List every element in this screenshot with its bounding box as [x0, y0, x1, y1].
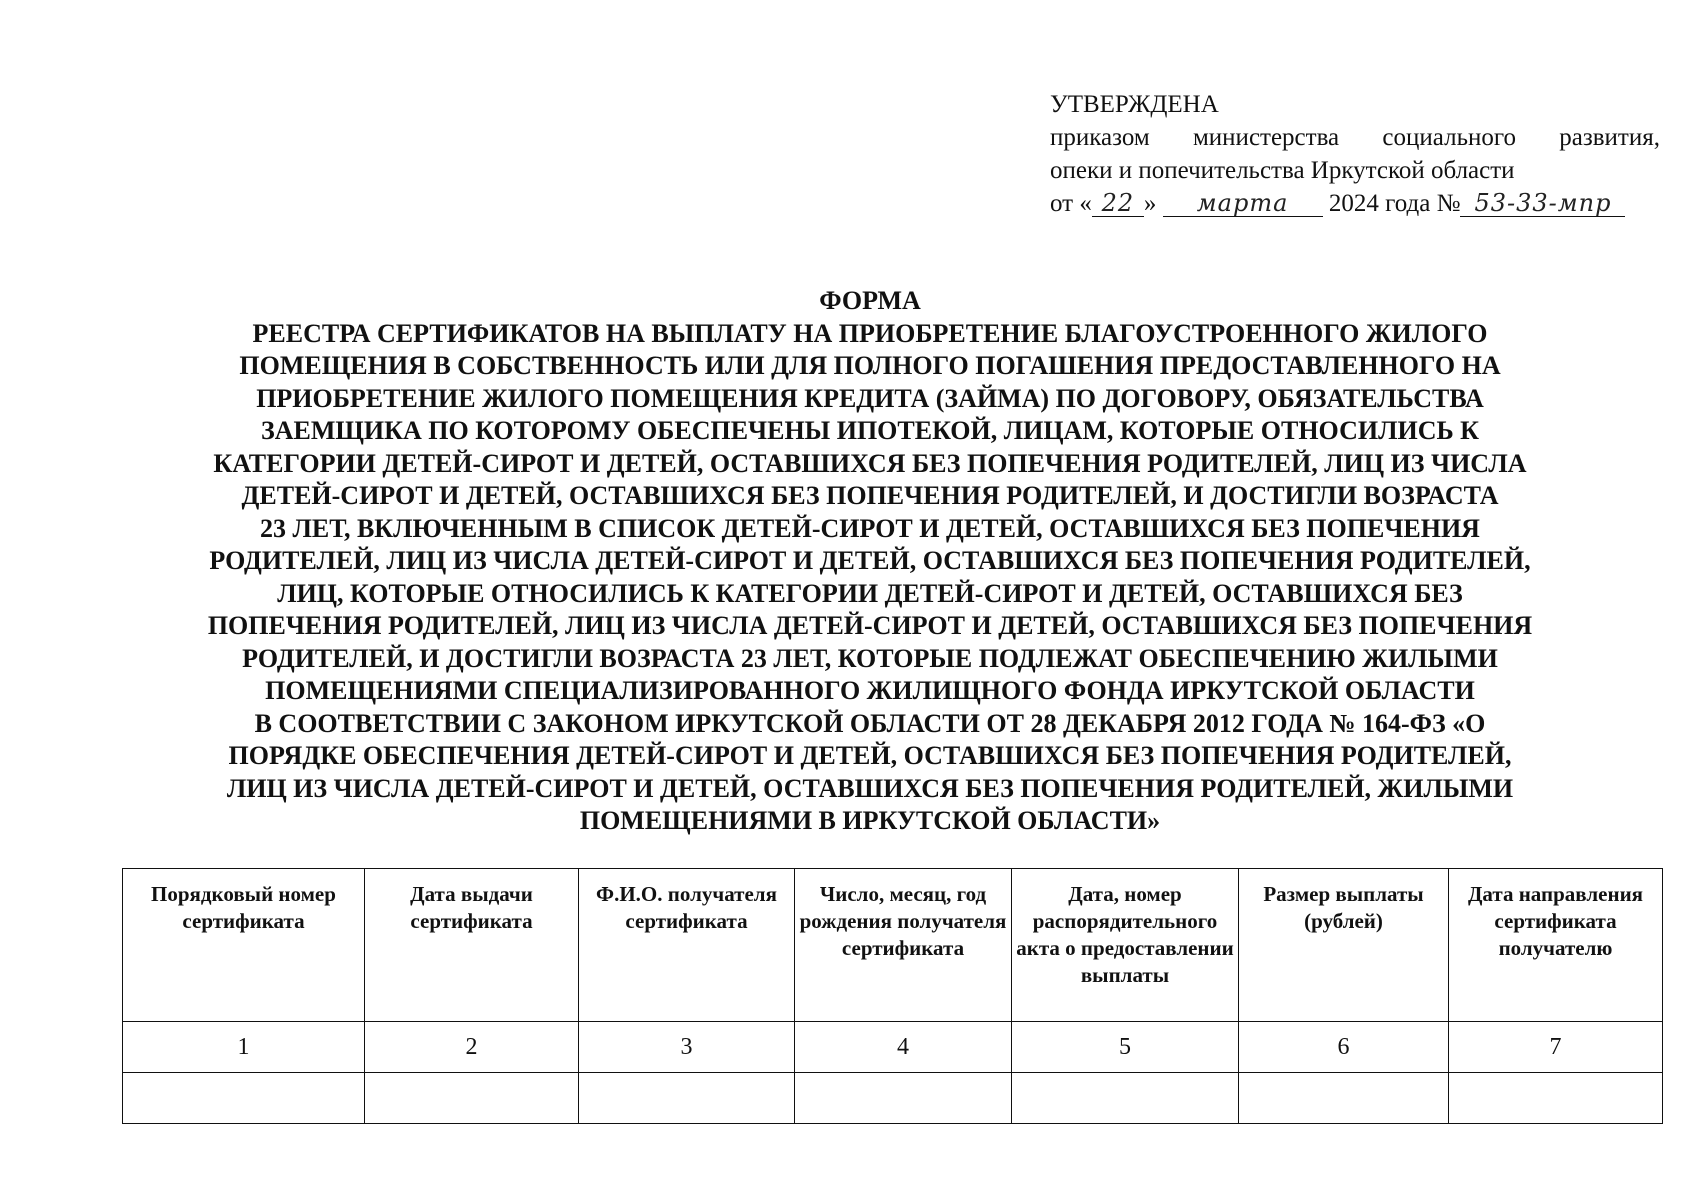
title-line: ПОМЕЩЕНИЯ В СОБСТВЕННОСТЬ ИЛИ ДЛЯ ПОЛНОГО ПОГАШЕНИЯ ПРЕДОСТАВЛЕННОГО НА	[239, 351, 1501, 380]
document-title	[130, 285, 1610, 838]
handwritten-day: 22	[1092, 190, 1144, 217]
header-payment-amount: Размер выплаты (рублей)	[1239, 869, 1449, 1022]
table-header-row	[123, 869, 1663, 1022]
approval-stamp	[1050, 88, 1660, 220]
table-cell	[1449, 1073, 1663, 1124]
header-act-date-number: Дата, номер распорядительного акта о предоставлении выплаты	[1012, 869, 1239, 1022]
title-line: ПОМЕЩЕНИЯМИ В ИРКУТСКОЙ ОБЛАСТИ»	[579, 806, 1161, 835]
approval-line-2: опеки и попечительства Иркутской области	[1050, 157, 1515, 184]
header-birth-date: Число, месяц, год рождения получателя сертификата	[795, 869, 1012, 1022]
column-number: 6	[1239, 1022, 1449, 1073]
approval-date-line	[1050, 187, 1660, 220]
title-line: В СООТВЕТСТВИИ С ЗАКОНОМ ИРКУТСКОЙ ОБЛАСТИ ОТ 28 ДЕКАБРЯ 2012 ГОДА № 164-ФЗ «О	[254, 708, 1486, 738]
title-line: ЗАЕМЩИКА ПО КОТОРОМУ ОБЕСПЕЧЕНЫ ИПОТЕКОЙ, ЛИЦАМ, КОТОРЫЕ ОТНОСИЛИСЬ К	[260, 416, 1480, 445]
column-number: 5	[1012, 1022, 1239, 1073]
table-cell	[795, 1073, 1012, 1124]
table-cell	[1012, 1073, 1239, 1124]
table-cell	[123, 1073, 365, 1124]
title-line: ПРИОБРЕТЕНИЕ ЖИЛОГО ПОМЕЩЕНИЯ КРЕДИТА (ЗАЙМА) ПО ДОГОВОРУ, ОБЯЗАТЕЛЬСТВА	[256, 383, 1484, 413]
date-mid: »	[1143, 190, 1157, 217]
table-cell	[579, 1073, 795, 1124]
title-line: РОДИТЕЛЕЙ, ЛИЦ ИЗ ЧИСЛА ДЕТЕЙ-СИРОТ И ДЕТЕЙ, ОСТАВШИХСЯ БЕЗ ПОПЕЧЕНИЯ РОДИТЕЛЕЙ,	[209, 546, 1531, 575]
approval-heading: УТВЕРЖДЕНА	[1050, 91, 1219, 118]
header-issue-date: Дата выдачи сертификата	[365, 869, 579, 1022]
header-certificate-number: Порядковый номер сертификата	[123, 869, 365, 1022]
date-prefix: от «	[1050, 190, 1092, 217]
header-sending-date: Дата направления сертификата получателю	[1449, 869, 1663, 1022]
table-cell	[1239, 1073, 1449, 1124]
column-number: 1	[123, 1022, 365, 1073]
form-word: ФОРМА	[819, 286, 921, 315]
handwritten-month: марта	[1163, 190, 1323, 217]
handwritten-order-number: 53-33-мпр	[1460, 190, 1625, 217]
year-text: 2024 года №	[1328, 190, 1461, 217]
table-number-row	[123, 1022, 1663, 1073]
title-line: ПОМЕЩЕНИЯМИ СПЕЦИАЛИЗИРОВАННОГО ЖИЛИЩНОГО ФОНДА ИРКУТСКОЙ ОБЛАСТИ	[265, 676, 1475, 705]
title-line: ПОПЕЧЕНИЯ РОДИТЕЛЕЙ, ЛИЦ ИЗ ЧИСЛА ДЕТЕЙ-СИРОТ И ДЕТЕЙ, ОСТАВШИХСЯ БЕЗ ПОПЕЧЕНИЯ	[207, 611, 1533, 640]
column-number: 2	[365, 1022, 579, 1073]
title-line: КАТЕГОРИИ ДЕТЕЙ-СИРОТ И ДЕТЕЙ, ОСТАВШИХСЯ БЕЗ ПОПЕЧЕНИЯ РОДИТЕЛЕЙ, ЛИЦ ИЗ ЧИСЛА	[213, 448, 1527, 478]
table-row	[123, 1073, 1663, 1124]
table-cell	[365, 1073, 579, 1124]
column-number: 4	[795, 1022, 1012, 1073]
approval-line-1: приказом министерства социального развития,	[1050, 124, 1660, 151]
title-line: ЛИЦ, КОТОРЫЕ ОТНОСИЛИСЬ К КАТЕГОРИИ ДЕТЕЙ-СИРОТ И ДЕТЕЙ, ОСТАВШИХСЯ БЕЗ	[277, 578, 1463, 608]
title-line: ПОРЯДКЕ ОБЕСПЕЧЕНИЯ ДЕТЕЙ-СИРОТ И ДЕТЕЙ, ОСТАВШИХСЯ БЕЗ ПОПЕЧЕНИЯ РОДИТЕЛЕЙ,	[228, 741, 1512, 770]
column-number: 3	[579, 1022, 795, 1073]
header-recipient-name: Ф.И.О. получателя сертификата	[579, 869, 795, 1022]
title-line: ДЕТЕЙ-СИРОТ И ДЕТЕЙ, ОСТАВШИХСЯ БЕЗ ПОПЕЧЕНИЯ РОДИТЕЛЕЙ, И ДОСТИГЛИ ВОЗРАСТА	[241, 481, 1499, 510]
title-line: РЕЕСТРА СЕРТИФИКАТОВ НА ВЫПЛАТУ НА ПРИОБРЕТЕНИЕ БЛАГОУСТРОЕННОГО ЖИЛОГО	[252, 318, 1488, 348]
register-table	[122, 868, 1663, 1124]
title-line: РОДИТЕЛЕЙ, И ДОСТИГЛИ ВОЗРАСТА 23 ЛЕТ, КОТОРЫЕ ПОДЛЕЖАТ ОБЕСПЕЧЕНИЮ ЖИЛЫМИ	[242, 643, 1498, 673]
title-line: ЛИЦ ИЗ ЧИСЛА ДЕТЕЙ-СИРОТ И ДЕТЕЙ, ОСТАВШИХСЯ БЕЗ ПОПЕЧЕНИЯ РОДИТЕЛЕЙ, ЖИЛЫМИ	[226, 773, 1514, 803]
title-line: 23 ЛЕТ, ВКЛЮЧЕННЫМ В СПИСОК ДЕТЕЙ-СИРОТ И ДЕТЕЙ, ОСТАВШИХСЯ БЕЗ ПОПЕЧЕНИЯ	[260, 513, 1480, 543]
column-number: 7	[1449, 1022, 1663, 1073]
